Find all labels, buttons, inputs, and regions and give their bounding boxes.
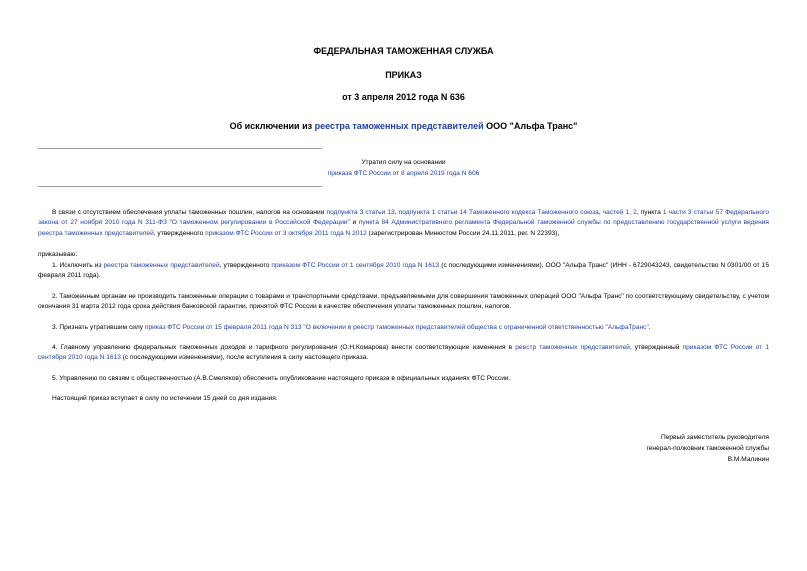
status-link-row xyxy=(0,169,807,179)
link-order-1613[interactable]: приказом ФТС России от 1 сентября 2010 года N 1613 xyxy=(271,262,440,269)
status-link-order-606[interactable]: приказа ФТС России от 8 апреля 2019 года N 606 xyxy=(327,170,480,177)
item-1 xyxy=(38,261,769,282)
item-text: 1. Исключить из xyxy=(52,262,104,269)
item-3 xyxy=(38,323,769,333)
link-order-1613[interactable]: приказом ФТС России от 1 сентября 2010 года N 1613 xyxy=(38,344,769,362)
link-tk-14-1[interactable]: подпункта 1 статьи 14 Таможенного кодекса Таможенного союза xyxy=(398,209,599,216)
title-text-1: Об исключении из xyxy=(229,121,315,131)
item-text: , утвержденного xyxy=(219,262,272,269)
divider-bottom xyxy=(38,186,322,187)
item-text: (с последующими изменениями), после вступления в силу настоящего приказа. xyxy=(120,354,369,362)
status-text: Утратил силу на основании xyxy=(361,159,446,166)
link-regulation-p84[interactable]: пункта 84 Административного регламента Федеральной таможенной службы по предоставлению государственной услуги ведения реестра таможенных представителей xyxy=(38,219,769,237)
signature-position: Первый заместитель руководителя xyxy=(660,434,769,441)
item-4 xyxy=(38,343,769,364)
item-text: 4. Главному управлению федеральных таможенных доходов и тарифного регулирования (О.Н.Комарова) внести соответствующие изменения в xyxy=(52,344,516,351)
document-title xyxy=(0,121,807,131)
title-text-2: ООО "Альфа Транс" xyxy=(483,121,578,131)
effective-date-paragraph xyxy=(38,394,769,404)
document-type: ПРИКАЗ xyxy=(385,70,422,80)
link-registry[interactable]: реестра таможенных представителей xyxy=(103,262,220,269)
item-text: 5. Управлению по связям с общественностью (А.В.Смеляков) обеспечить опубликование настоящего приказа в официальных изданиях ФТС России. xyxy=(52,375,511,382)
intro-text: (зарегистрирован Минюстом России 24.11.2011, рег. N 22393), xyxy=(366,229,560,237)
intro-text: , пункта xyxy=(636,209,663,216)
item-text: . xyxy=(648,324,651,331)
signature-rank: генерал-полковник таможенной службы xyxy=(646,445,769,452)
item-text: 3. Признать утратившим силу xyxy=(52,324,145,331)
agency-name: ФЕДЕРАЛЬНАЯ ТАМОЖЕННАЯ СЛУЖБА xyxy=(313,46,494,56)
link-law-311-fz[interactable]: 1 части 3 статьи 57 Федерального закона от 27 ноября 2010 года N 311-ФЗ "О таможенном регулировании в Российской Федерации" xyxy=(38,209,769,227)
link-order-313[interactable]: приказ ФТС России от 15 февраля 2011 года N 313 "О включении в реестр таможенных представителей общества с ограниченной ответственностью "АльфаТранс" xyxy=(144,324,649,331)
effective-text: Настоящий приказ вступает в силу по истечении 15 дней со дня издания. xyxy=(52,395,278,402)
title-link-registry[interactable]: реестра таможенных представителей xyxy=(314,121,484,131)
intro-text: и xyxy=(349,219,359,227)
intro-paragraph xyxy=(38,208,769,239)
item-text: 2. Таможенным органам не производить таможенные операции с товарами и транспортными средствами, предъявляемыми для совершения таможенных операций ООО "Альфа Транс" по соответствующему свидетельству, с учетом окончания 31 марта 2012 года срока действия банковской гарантии, принятой ФТС России в качестве обеспечения уплаты таможенных пошлин, налогов. xyxy=(38,293,769,311)
item-text: , утвержденный xyxy=(629,344,683,351)
link-parts-1-2[interactable]: частей 1, 2 xyxy=(602,209,637,216)
item-text: (с последующими изменениями), ООО "Альфа Транс" (ИНН - 6729043243, свидетельство N 0301/00 от 15 февраля 2011 года). xyxy=(38,262,769,280)
intro-text: , xyxy=(598,209,603,216)
item-5 xyxy=(38,374,769,384)
item-2 xyxy=(38,292,769,313)
intro-text: В связи с отсутствием обеспечения уплаты таможенных пошлин, налогов на основании xyxy=(52,209,327,216)
intro-text: , xyxy=(394,209,399,216)
link-registry[interactable]: реестр таможенных представителей xyxy=(515,344,630,351)
document-date-number: от 3 апреля 2012 года N 636 xyxy=(342,92,465,102)
intro-text: , утвержденного xyxy=(153,229,206,237)
link-order-2012[interactable]: приказом ФТС России от 3 октября 2011 года N 2012 xyxy=(205,229,367,237)
signature-name: В.М.Малинин xyxy=(727,456,769,463)
link-tk-13-3[interactable]: подпункта 3 статьи 13 xyxy=(326,209,395,216)
prikazyvayu-line: приказываю: xyxy=(38,251,78,258)
divider-top xyxy=(38,148,322,149)
